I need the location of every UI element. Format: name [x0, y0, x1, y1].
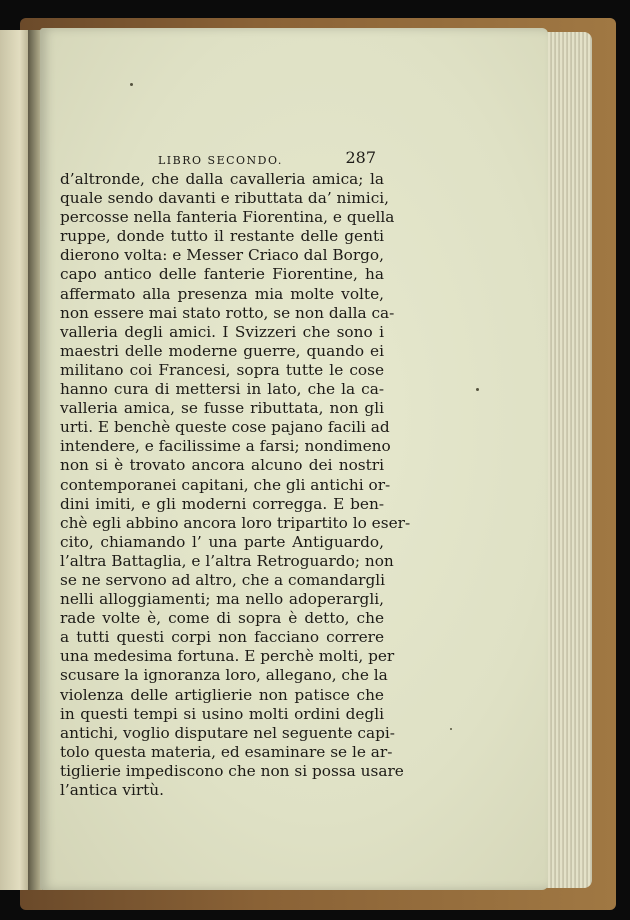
text-line: a tutti questi corpi non facciano correre: [60, 628, 384, 647]
text-line: contemporanei capitani, che gli antichi or-: [60, 475, 391, 494]
text-line: hanno cura di mettersi in lato, che la ca-: [60, 380, 384, 399]
body-text: [60, 170, 411, 800]
text-line: valleria degli amici. I Svizzeri che sono i: [60, 322, 384, 341]
text-line: non si è trovato ancora alcuno dei nostri: [60, 456, 384, 475]
text-line: cito, chiamando l’ una parte Antiguardo,: [60, 532, 384, 551]
text-line: intendere, e facilissime a farsi; nondimeno: [60, 437, 391, 456]
text-line: chè egli abbino ancora loro tripartito lo eser-: [60, 513, 411, 532]
text-line: violenza delle artiglierie non patisce che: [60, 685, 384, 704]
running-head: [60, 148, 384, 170]
text-line: l’antica virtù.: [60, 781, 165, 799]
text-line: capo antico delle fanterie Fiorentine, ha: [60, 265, 384, 284]
text-line: una medesima fortuna. E perchè molti, per: [60, 647, 395, 666]
text-line: in questi tempi si usino molti ordini degli: [60, 704, 384, 723]
text-line: rade volte è, come di sopra è detto, che: [60, 609, 384, 628]
text-line: affermato alla presenza mia molte volte,: [60, 284, 384, 303]
text-line: d’altronde, che dalla cavalleria amica; la: [60, 170, 384, 188]
left-page-edge: [0, 30, 29, 890]
text-line: se ne servono ad altro, che a comandargli: [60, 570, 386, 589]
text-line: l’altra Battaglia, e l’altra Retroguardo; non: [60, 551, 394, 570]
text-line: valleria amica, se fusse ributtata, non gli: [60, 399, 384, 418]
text-line: dini imiti, e gli moderni corregga. E ben-: [60, 494, 384, 513]
text-line: maestri delle moderne guerre, quando ei: [60, 341, 384, 360]
text-line: percosse nella fanteria Fiorentina, e quella: [60, 208, 395, 227]
text-line: antichi, voglio disputare nel seguente capi-: [60, 723, 395, 742]
page-number: 287: [345, 148, 376, 167]
text-line: urti. E benchè queste cose pajano facili ad: [60, 418, 390, 437]
page-text: [60, 148, 411, 800]
paper-speck: [130, 83, 133, 86]
text-line: militano coi Francesi, sopra tutte le cose: [60, 360, 384, 379]
text-line: dierono volta: e Messer Criaco dal Borgo,: [60, 246, 384, 265]
text-line: ruppe, donde tutto il restante delle genti: [60, 227, 384, 246]
text-line: tiglierie impediscono che non si possa usare: [60, 761, 404, 780]
running-title: LIBRO SECONDO.: [158, 154, 283, 167]
text-line: scusare la ignoranza loro, allegano, che la: [60, 666, 388, 685]
text-line: tolo questa materia, ed esaminare se le ar-: [60, 742, 393, 761]
text-line: quale sendo davanti e ributtata da’ nimici,: [60, 189, 390, 208]
text-line: nelli alloggiamenti; ma nello adoperargli,: [60, 590, 384, 609]
paper-speck: [476, 388, 479, 391]
paper-speck: [450, 728, 452, 730]
text-line: non essere mai stato rotto, se non dalla ca-: [60, 303, 395, 322]
